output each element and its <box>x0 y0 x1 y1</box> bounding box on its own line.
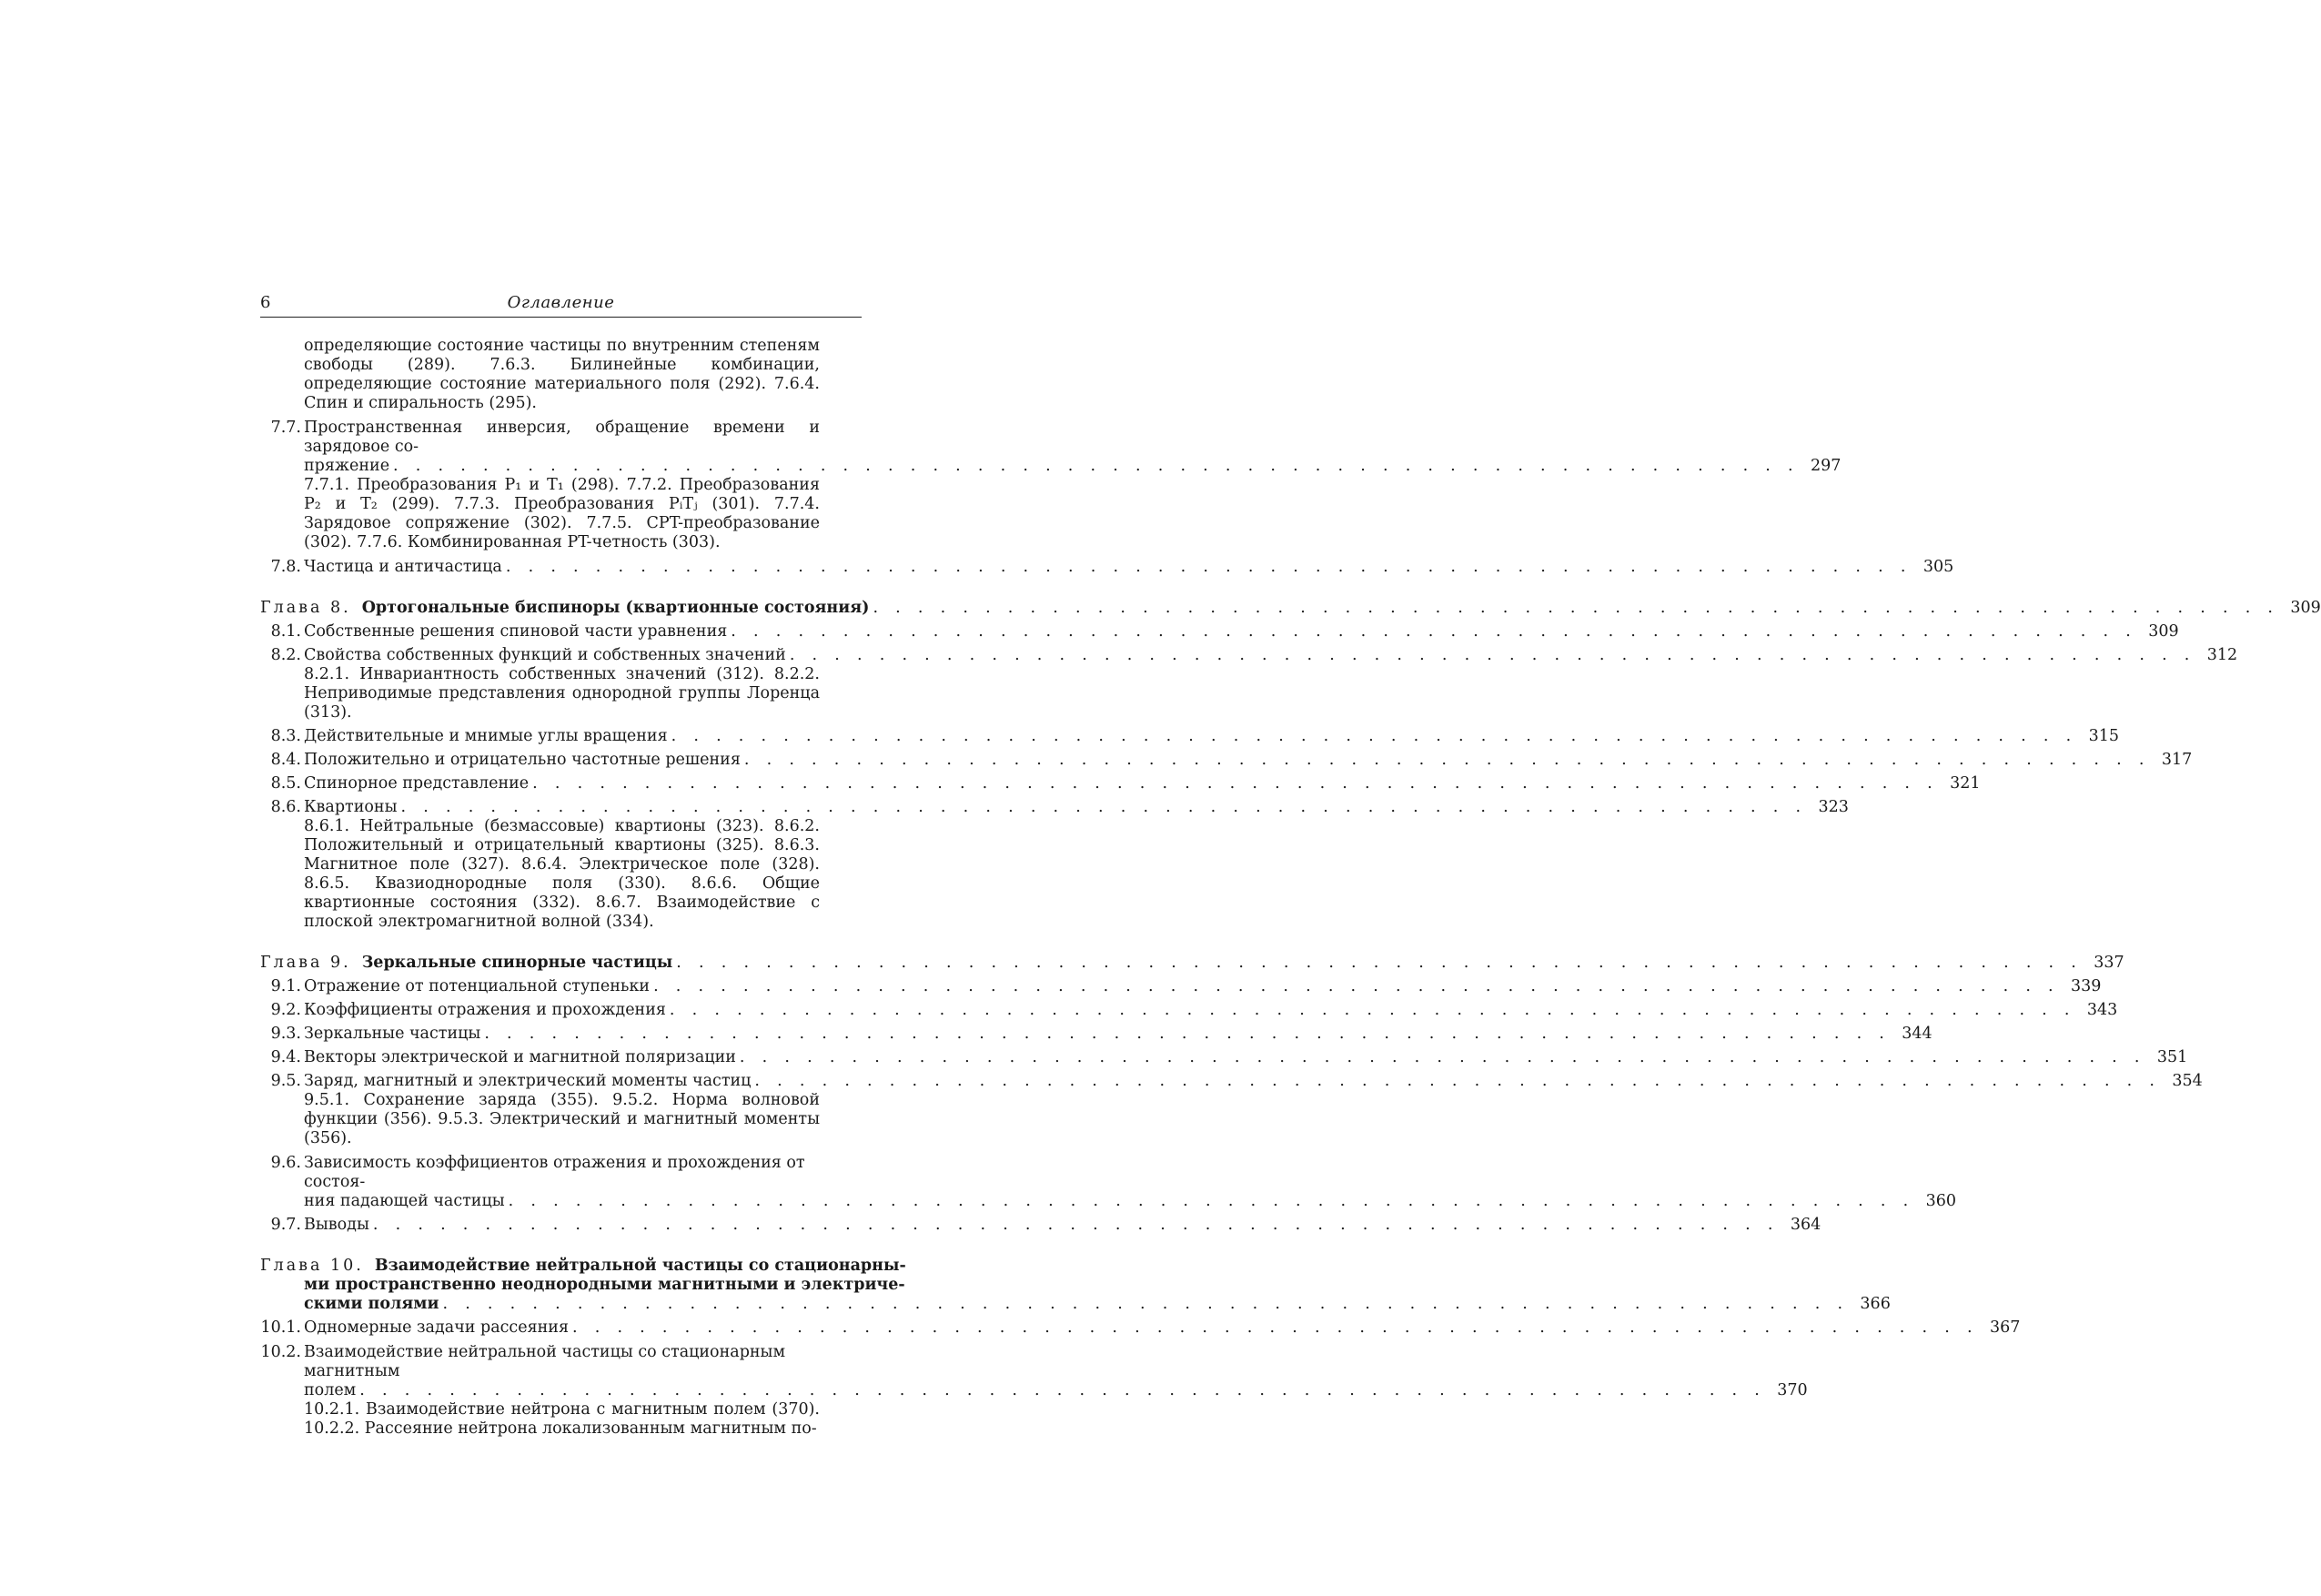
page-ref: 309 <box>2290 599 2321 617</box>
toc-entry-9-1[interactable] <box>260 977 2102 996</box>
section-number: 8.2. <box>270 646 301 664</box>
section-number: 9.5. <box>270 1072 301 1090</box>
page-header <box>260 293 862 318</box>
leader-dots: . . . . . . . . . . . . . . . . . . . . . . . . . . . . . . . . . . . . . . . . . . . . . . . . . . . . . . . . . . . . . . . <box>400 798 1807 816</box>
toc-entry-9-4[interactable] <box>260 1048 2188 1067</box>
page-ref: 309 <box>2148 622 2179 641</box>
section-number: 10.2. <box>260 1343 301 1361</box>
toc-entry-7-8[interactable] <box>260 558 1954 577</box>
leader-dots: . . . . . . . . . . . . . . . . . . . . . . . . . . . . . . . . . . . . . . . . . . . . . . . . . . . . . . . . . . . . . . . <box>359 1381 1766 1399</box>
section-number: 9.4. <box>270 1048 301 1066</box>
chapter-title: Ортогональные биспиноры (квартионные состояния) <box>361 599 870 617</box>
section-number: 10.1. <box>260 1318 301 1337</box>
toc-entry-10-1[interactable] <box>260 1318 2021 1338</box>
running-title: Оглавление <box>507 293 615 312</box>
page-ref: 367 <box>1989 1318 2021 1337</box>
subsections: 7.7.1. Преобразования P₁ и T₁ (298). 7.7.2. Преобразования P₂ и T₂ (299). 7.7.3. Преобразования PᵢTⱼ (301). 7.7.4. Зарядовое сопряжение (302). 7.7.5. CPT-преобразование (302). 7.7.6. Комбинированная PT-четность (303). <box>304 476 820 551</box>
section-title: Отражение от потенциальной ступеньки <box>304 977 651 995</box>
chapter-label: Глава 10. <box>260 1257 364 1275</box>
chapter-title-cont: ми пространственно неоднородными магнитными и электриче- <box>304 1276 905 1294</box>
subsections: 8.6.1. Нейтральные (безмассовые) квартионы (323). 8.6.2. Положительный и отрицательный квартионы (325). 8.6.3. Магнитное поле (327). 8.6.4. Электрическое поле (328). 8.6.5. Квазиоднородные поля (330). 8.6.6. Общие квартионные состояния (332). 8.6.7. Взаимодействие с плоской электромагнитной волной (334). <box>304 817 820 931</box>
section-title: Зеркальные частицы <box>304 1025 481 1043</box>
toc-entry-9-3[interactable] <box>260 1025 1932 1044</box>
leader-dots: . . . . . . . . . . . . . . . . . . . . . . . . . . . . . . . . . . . . . . . . . . . . . . . . . . . . . . . . . . . . . . . <box>653 977 2060 995</box>
page-ref: 321 <box>1950 774 1981 793</box>
section-title: Выводы <box>304 1216 369 1234</box>
subsections: 8.2.1. Инвариантность собственных значений (312). 8.2.2. Неприводимые представления однородной группы Лоренца (313). <box>304 665 820 722</box>
section-number: 8.3. <box>270 727 301 745</box>
section-number: 7.7. <box>270 419 301 437</box>
page-ref: 360 <box>1925 1192 1956 1210</box>
leader-dots: . . . . . . . . . . . . . . . . . . . . . . . . . . . . . . . . . . . . . . . . . . . . . . . . . . . . . . . . . . . . . . . <box>372 1216 1780 1234</box>
toc-entry-8-3[interactable] <box>260 727 2119 746</box>
section-title: Спинорное представление <box>304 774 530 793</box>
leader-dots: . . . . . . . . . . . . . . . . . . . . . . . . . . . . . . . . . . . . . . . . . . . . . . . . . . . . . . . . . . . . . . . <box>731 622 2137 641</box>
toc-entry-9-7[interactable] <box>260 1216 1821 1235</box>
toc-chapter-10[interactable] <box>260 1257 1891 1314</box>
subsections: 10.2.1. Взаимодействие нейтрона с магнитным полем (370). 10.2.2. Рассеяние нейтрона локализованным магнитным по- <box>304 1400 820 1438</box>
toc-entry-8-4[interactable] <box>260 751 2193 770</box>
leader-dots: . . . . . . . . . . . . . . . . . . . . . . . . . . . . . . . . . . . . . . . . . . . . . . . . . . . . . . . . . . . . . . . <box>873 599 2279 617</box>
section-number: 8.6. <box>270 798 301 816</box>
toc-entry-8-1[interactable] <box>260 622 2179 641</box>
section-title: Частица и античастица <box>304 558 502 576</box>
toc-entry-8-2[interactable] <box>260 646 2238 722</box>
section-number: 9.7. <box>270 1216 301 1234</box>
chapter-title: Взаимодействие нейтральной частицы со стационарны- <box>374 1257 906 1275</box>
toc-entry-9-6[interactable] <box>260 1154 1956 1211</box>
leader-dots: . . . . . . . . . . . . . . . . . . . . . . . . . . . . . . . . . . . . . . . . . . . . . . . . . . . . . . . . . . . . . . . <box>739 1048 2146 1066</box>
toc-entry-9-2[interactable] <box>260 1001 2118 1020</box>
page-ref: 354 <box>2172 1072 2203 1090</box>
section-title: Коэффициенты отражения и прохождения <box>304 1001 666 1019</box>
subsections: 9.5.1. Сохранение заряда (355). 9.5.2. Норма волновой функции (356). 9.5.3. Электрический и магнитный моменты (356). <box>304 1091 820 1147</box>
page-ref: 297 <box>1810 457 1842 475</box>
leader-dots: . . . . . . . . . . . . . . . . . . . . . . . . . . . . . . . . . . . . . . . . . . . . . . . . . . . . . . . . . . . . . . . <box>669 1001 2076 1019</box>
chapter-title: Зеркальные спинорные частицы <box>361 954 673 972</box>
page-ref: 344 <box>1902 1025 1932 1043</box>
section-number: 8.5. <box>270 774 301 793</box>
section-title: Действительные и мнимые углы вращения <box>304 727 668 745</box>
section-title: Одномерные задачи рассеяния <box>304 1318 569 1337</box>
section-title: Квартионы <box>304 798 398 816</box>
leader-dots: . . . . . . . . . . . . . . . . . . . . . . . . . . . . . . . . . . . . . . . . . . . . . . . . . . . . . . . . . . . . . . . <box>743 751 2151 769</box>
section-title-cont: пряжение <box>304 457 390 475</box>
section-title: Собственные решения спиновой части уравнения <box>304 622 728 641</box>
section-title-cont: ния падающей частицы <box>304 1192 505 1210</box>
section-number: 7.8. <box>270 558 301 576</box>
section-number: 9.2. <box>270 1001 301 1019</box>
section-title-cont: полем <box>304 1381 357 1399</box>
page-ref: 315 <box>2088 727 2119 745</box>
page-ref: 364 <box>1790 1216 1821 1234</box>
leader-dots: . . . . . . . . . . . . . . . . . . . . . . . . . . . . . . . . . . . . . . . . . . . . . . . . . . . . . . . . . . . . . . . <box>754 1072 2161 1090</box>
section-title: Положительно и отрицательно частотные решения <box>304 751 741 769</box>
continuation-text: определяющие состояние частицы по внутренним степеням свободы (289). 7.6.3. Билинейные комбинации, определяющие состояние материального поля (292). 7.6.4. Спин и спиральность (295). <box>304 337 820 412</box>
section-title: Свойства собственных функций и собственных значений <box>304 646 786 664</box>
page-ref: 343 <box>2086 1001 2118 1019</box>
leader-dots: . . . . . . . . . . . . . . . . . . . . . . . . . . . . . . . . . . . . . . . . . . . . . . . . . . . . . . . . . . . . . . . <box>505 558 1912 576</box>
section-number: 8.4. <box>270 751 301 769</box>
page-ref: 339 <box>2071 977 2102 995</box>
page-ref: 312 <box>2206 646 2238 664</box>
toc-chapter-8[interactable] <box>260 599 2321 618</box>
page-ref: 366 <box>1860 1295 1891 1313</box>
section-title: Заряд, магнитный и электрический моменты частиц <box>304 1072 752 1090</box>
leader-dots: . . . . . . . . . . . . . . . . . . . . . . . . . . . . . . . . . . . . . . . . . . . . . . . . . . . . . . . . . . . . . . . <box>442 1295 1849 1313</box>
section-title: Пространственная инверсия, обращение времени и зарядовое со- <box>304 419 820 456</box>
toc-entry-9-5[interactable] <box>260 1072 2203 1148</box>
page-ref: 305 <box>1922 558 1954 576</box>
leader-dots: . . . . . . . . . . . . . . . . . . . . . . . . . . . . . . . . . . . . . . . . . . . . . . . . . . . . . . . . . . . . . . . <box>508 1192 1914 1210</box>
toc-entry-8-5[interactable] <box>260 774 1981 793</box>
table-of-contents <box>260 337 2321 1439</box>
toc-chapter-9[interactable] <box>260 954 2124 973</box>
leader-dots: . . . . . . . . . . . . . . . . . . . . . . . . . . . . . . . . . . . . . . . . . . . . . . . . . . . . . . . . . . . . . . . <box>393 457 1800 475</box>
toc-entry-8-6[interactable] <box>260 798 1849 932</box>
page-ref: 323 <box>1818 798 1849 816</box>
section-number: 9.6. <box>270 1154 301 1172</box>
section-number: 8.1. <box>270 622 301 641</box>
chapter-title-cont: скими полями <box>304 1295 439 1313</box>
chapter-label: Глава 9. <box>260 954 351 972</box>
leader-dots: . . . . . . . . . . . . . . . . . . . . . . . . . . . . . . . . . . . . . . . . . . . . . . . . . . . . . . . . . . . . . . . <box>676 954 2083 972</box>
page-ref: 351 <box>2156 1048 2188 1066</box>
section-title: Взаимодействие нейтральной частицы со стационарным магнитным <box>304 1343 786 1380</box>
leader-dots: . . . . . . . . . . . . . . . . . . . . . . . . . . . . . . . . . . . . . . . . . . . . . . . . . . . . . . . . . . . . . . . <box>671 727 2077 745</box>
page-ref: 317 <box>2161 751 2193 769</box>
leader-dots: . . . . . . . . . . . . . . . . . . . . . . . . . . . . . . . . . . . . . . . . . . . . . . . . . . . . . . . . . . . . . . . <box>572 1318 1979 1337</box>
leader-dots: . . . . . . . . . . . . . . . . . . . . . . . . . . . . . . . . . . . . . . . . . . . . . . . . . . . . . . . . . . . . . . . <box>484 1025 1891 1043</box>
leader-dots: . . . . . . . . . . . . . . . . . . . . . . . . . . . . . . . . . . . . . . . . . . . . . . . . . . . . . . . . . . . . . . . <box>789 646 2196 664</box>
section-title: Зависимость коэффициентов отражения и прохождения от состоя- <box>304 1154 805 1191</box>
leader-dots: . . . . . . . . . . . . . . . . . . . . . . . . . . . . . . . . . . . . . . . . . . . . . . . . . . . . . . . . . . . . . . . <box>532 774 1939 793</box>
chapter-label: Глава 8. <box>260 599 351 617</box>
section-number: 9.3. <box>270 1025 301 1043</box>
section-title: Векторы электрической и магнитной поляризации <box>304 1048 736 1066</box>
page-ref: 337 <box>2094 954 2124 972</box>
page-ref: 370 <box>1777 1381 1808 1399</box>
section-number: 9.1. <box>270 977 301 995</box>
toc-entry-7-7[interactable] <box>260 419 1842 552</box>
toc-entry-10-2[interactable] <box>260 1343 1808 1439</box>
page-number: 6 <box>260 293 271 312</box>
